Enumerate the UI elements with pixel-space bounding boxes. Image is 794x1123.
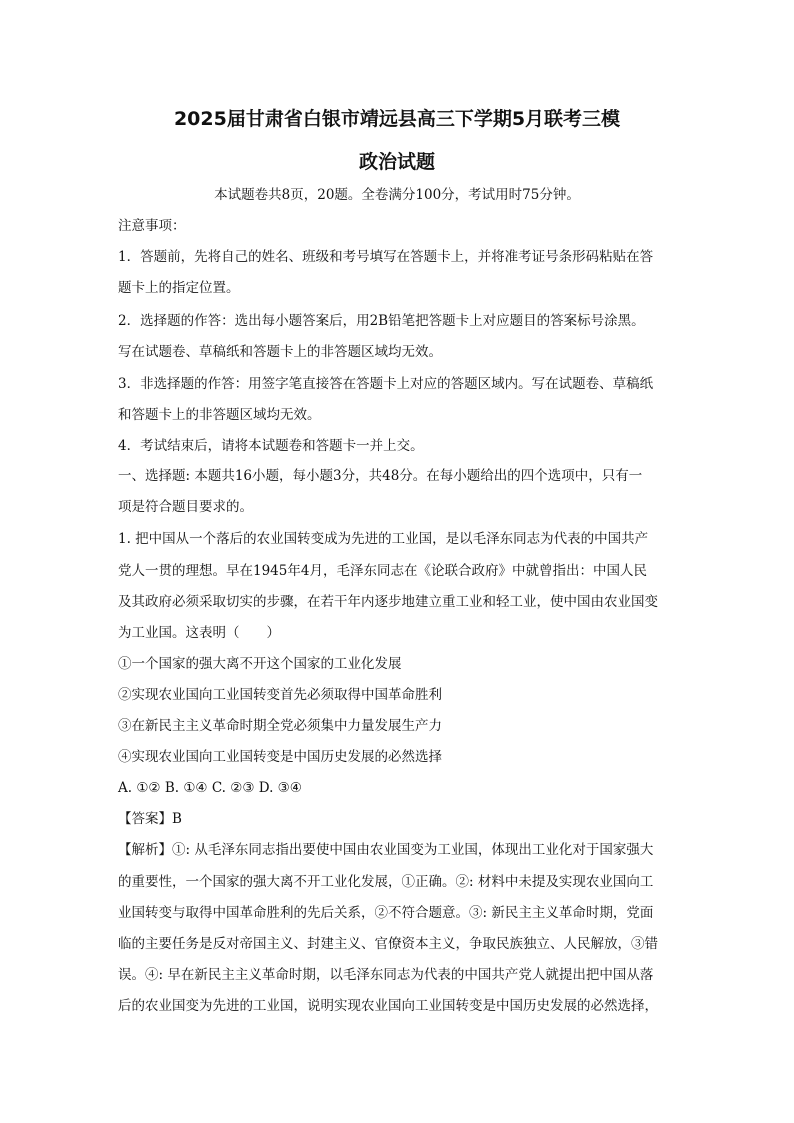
question-stem: 及其政府必须采取切实的步骤，在若干年内逐步地建立重工业和轻工业，使中国由农业国变 [118,594,658,610]
answer: 【答案】B [118,811,182,827]
analysis: 误。④: 早在新民主主义革命时期，以毛泽东同志为代表的中国共产党人就提出把中国从落 [118,967,654,983]
analysis: 【解析】①: 从毛泽东同志指出要使中国由农业国变为工业国，体现出工业化对于国家强大 [118,842,654,858]
notice-item-1: 1．答题前，先将自己的姓名、班级和考号填写在答题卡上，并将准考证号条形码粘贴在答 [118,249,654,265]
question-stem: 党人一贯的理想。早在1945年4月，毛泽东同志在《论联合政府》中就曾指出：中国人民 [118,563,647,579]
exam-title: 2025届甘肃省白银市靖远县高三下学期5月联考三模 [173,108,621,130]
notice-item-2-cont: 写在试题卷、草稿纸和答题卡上的非答题区域均无效。 [118,344,442,360]
statement-4: ④实现农业国向工业国转变是中国历史发展的必然选择 [118,749,442,765]
notice-item-1-cont: 题卡上的指定位置。 [118,280,240,296]
statement-1: ①一个国家的强大离不开这个国家的工业化发展 [118,656,402,672]
section-intro: 一、选择题: 本题共16小题，每小题3分，共48分。在每小题给出的四个选项中，只有一 [118,468,643,484]
statement-2: ②实现农业国向工业国转变首先必须取得中国革命胜利 [118,687,442,703]
analysis: 的重要性，一个国家的强大离不开工业化发展，①正确。②: 材料中未提及实现农业国向工 [118,874,654,890]
notice-item-3: 3．非选择题的作答：用签字笔直接答在答题卡上对应的答题区域内。写在试题卷、草稿纸 [118,376,654,392]
analysis: 临的主要任务是反对帝国主义、封建主义、官僚资本主义，争取民族独立、人民解放，③错 [118,936,658,952]
section-intro-cont: 项是符合题目要求的。 [118,499,253,515]
analysis: 后的农业国变为先进的工业国，说明实现农业国向工业国转变是中国历史发展的必然选择， [118,998,658,1014]
notice-item-3-cont: 和答题卡上的非答题区域均无效。 [118,407,321,423]
notice-heading: 注意事项： [118,218,186,234]
exam-info: 本试题卷共8页，20题。全卷满分100分，考试用时75分钟。 [214,187,580,203]
notice-item-2: 2．选择题的作答：选出每小题答案后，用2B铅笔把答题卡上对应题目的答案标号涂黑。 [118,313,645,329]
question-stem: 为工业国。这表明（ ） [118,625,280,641]
notice-item-4: 4．考试结束后，请将本试题卷和答题卡一并上交。 [118,438,424,454]
question-stem: 1. 把中国从一个落后的农业国转变成为先进的工业国，是以毛泽东同志为代表的中国共产 [118,531,649,547]
exam-subject: 政治试题 [358,151,435,173]
analysis: 业国转变与取得中国革命胜利的先后关系，②不符合题意。③: 新民主主义革命时期，党面 [118,905,654,921]
answer-choices: A. ①② B. ①④ C. ②③ D. ③④ [118,780,302,796]
statement-3: ③在新民主主义革命时期全党必须集中力量发展生产力 [118,718,442,734]
